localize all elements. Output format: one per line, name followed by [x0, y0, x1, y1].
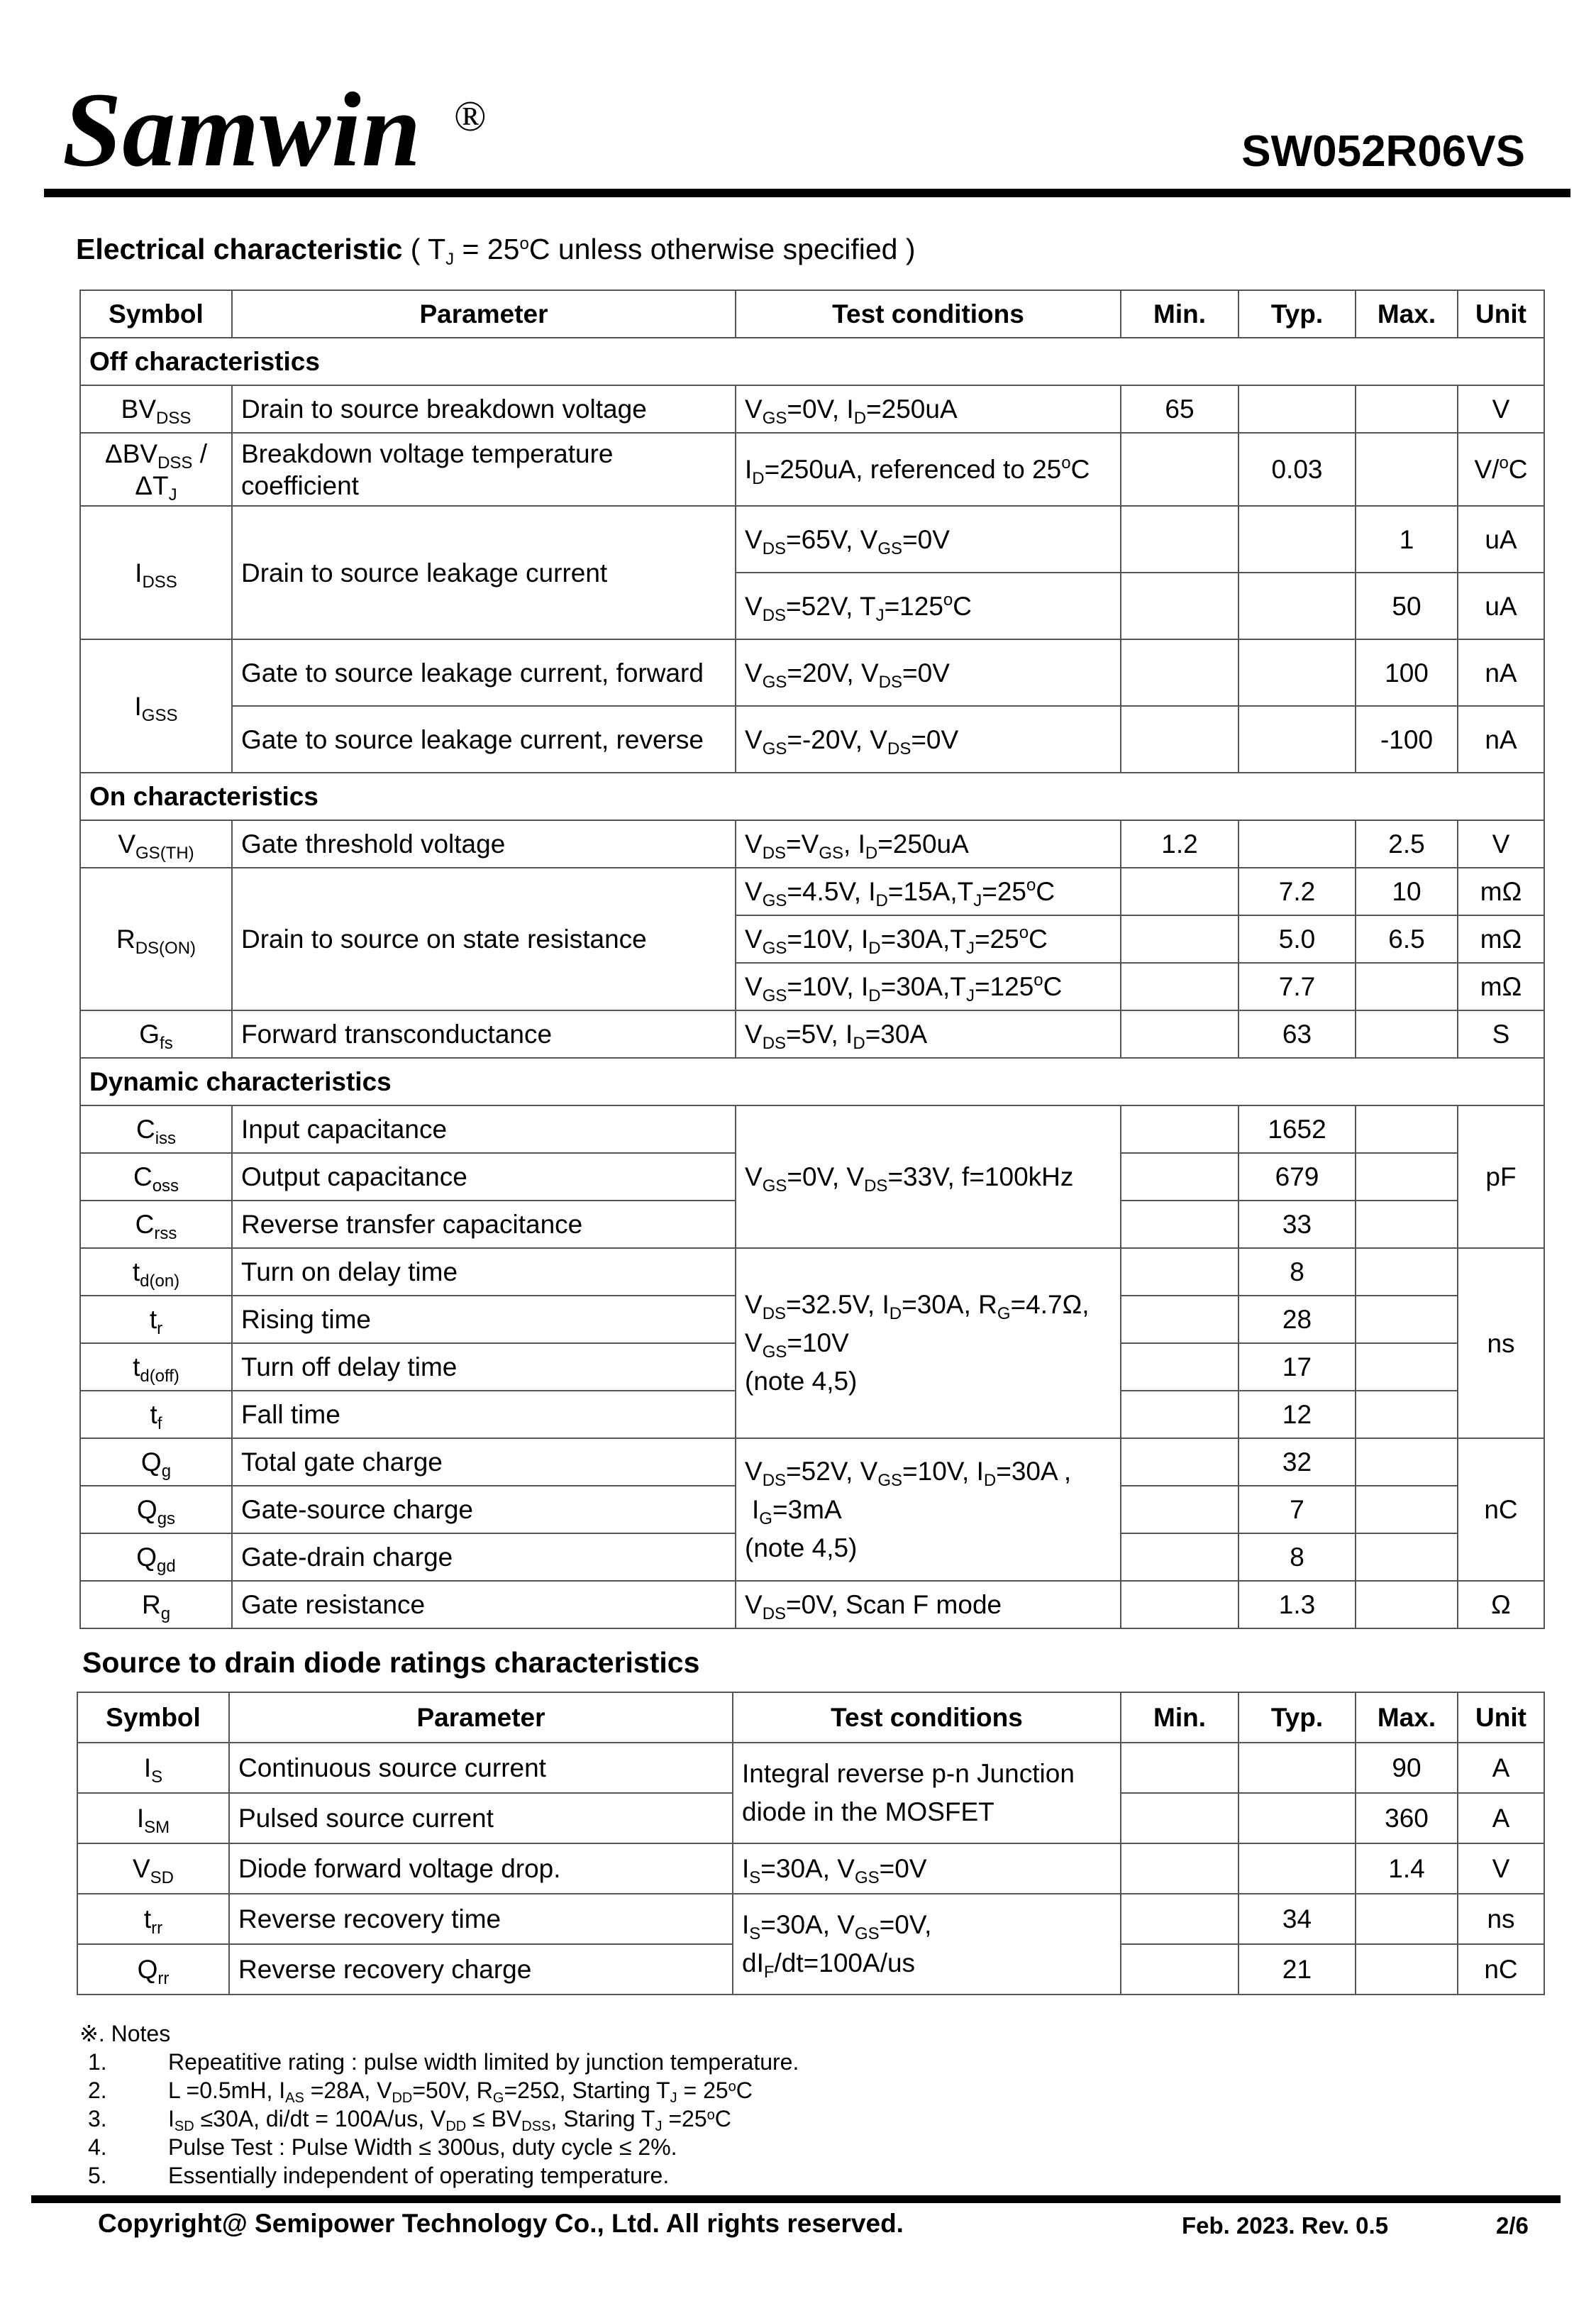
footer-page-number: 2/6 [1496, 2212, 1529, 2239]
symbol-cell: $Q_{gs}$ [80, 1486, 232, 1533]
unit-cell: S [1458, 1010, 1544, 1058]
typ-cell: 8 [1238, 1533, 1356, 1581]
condition-line: (note 4,5) [745, 1367, 858, 1396]
min-cell [1121, 1153, 1238, 1201]
table-row [80, 706, 1544, 773]
col-header: Max. [1356, 290, 1458, 338]
max-cell [1356, 1010, 1458, 1058]
unit-cell: mΩ [1458, 963, 1544, 1010]
max-cell: 50 [1356, 573, 1458, 639]
typ-cell [1238, 506, 1356, 573]
symbol-cell: $C_{oss}$ [80, 1153, 232, 1201]
symbol-cell: $BV_{DSS}$ [80, 385, 232, 433]
max-cell [1356, 1944, 1458, 1995]
col-header: Unit [1458, 290, 1544, 338]
condition-cell: $V_{GS}=4.5V$, $I_D=15A,T_J=25^oC$ [736, 868, 1121, 915]
table-row [80, 433, 1544, 506]
condition-cell: $V_{GS}=0V$, $I_D=250uA$ [736, 385, 1121, 433]
parameter-cell: Pulsed source current [229, 1793, 733, 1843]
unit-cell: A [1458, 1793, 1544, 1843]
min-cell [1121, 573, 1238, 639]
symbol-cell: $t_f$ [80, 1391, 232, 1438]
condition-cell: $V_{DS}=0V$, Scan F mode [736, 1581, 1121, 1628]
min-cell [1121, 1010, 1238, 1058]
typ-cell: 7.7 [1238, 963, 1356, 1010]
max-cell: 6.5 [1356, 915, 1458, 963]
note-item [79, 2104, 731, 2134]
condition-cell: $I_D=250uA$, referenced to 25$^o$C [736, 433, 1121, 506]
max-cell: 90 [1356, 1743, 1458, 1793]
condition-cell: $V_{DS}=65V$, $V_{GS}=0V$ [736, 506, 1121, 573]
note-number: 1. [88, 2049, 107, 2075]
registered-mark: ® [454, 93, 487, 140]
footer-rule [31, 2195, 1561, 2203]
symbol-cell: $I_{DSS}$ [80, 506, 232, 639]
symbol-cell: $Q_g$ [80, 1438, 232, 1486]
table-row [80, 1248, 1544, 1296]
max-cell [1356, 963, 1458, 1010]
note-item [79, 2161, 670, 2190]
col-header: Test conditions [733, 1692, 1121, 1743]
table-header-row [80, 290, 1544, 338]
col-header: Min. [1121, 290, 1238, 338]
typ-cell: 0.03 [1238, 433, 1356, 506]
note-number: 5. [88, 2163, 107, 2188]
min-cell [1121, 1438, 1238, 1486]
col-header: Typ. [1238, 1692, 1356, 1743]
condition-line: $V_{DS}=52V$, $V_{GS}=10V$, $I_D=30A$ , [745, 1456, 1072, 1490]
symbol-cell: $R_g$ [80, 1581, 232, 1628]
condition-line: $I_S=30A$, $V_{GS}=0V$, [742, 1910, 932, 1943]
unit-cell: mΩ [1458, 868, 1544, 915]
condition-line: Integral reverse p-n Junction [742, 1759, 1075, 1788]
typ-cell: 5.0 [1238, 915, 1356, 963]
typ-cell [1238, 1743, 1356, 1793]
symbol-cell: $I_S$ [77, 1743, 229, 1793]
symbol-cell: $C_{rss}$ [80, 1201, 232, 1248]
electrical-characteristic-title [76, 233, 916, 269]
parameter-cell: Forward transconductance [232, 1010, 736, 1058]
parameter-cell: Gate-drain charge [232, 1533, 736, 1581]
section-on: On characteristics [80, 773, 1544, 820]
max-cell [1356, 1438, 1458, 1486]
parameter-cell: Gate threshold voltage [232, 820, 736, 868]
condition-cell: $I_S=30A$, $V_{GS}=0V$ [733, 1843, 1121, 1894]
typ-cell: 34 [1238, 1894, 1356, 1944]
unit-cell: V [1458, 820, 1544, 868]
max-cell [1356, 1105, 1458, 1153]
note-text: Repeatitive rating : pulse width limited by junction temperature. [168, 2049, 799, 2075]
min-cell [1121, 1793, 1238, 1843]
source-drain-title: Source to drain diode ratings characteristics [82, 1646, 700, 1679]
max-cell: 100 [1356, 639, 1458, 706]
unit-cell: nA [1458, 639, 1544, 706]
footer-revision: Feb. 2023. Rev. 0.5 [1182, 2212, 1389, 2239]
max-cell [1356, 433, 1458, 506]
symbol-cell: $Q_{rr}$ [77, 1944, 229, 1995]
min-cell [1121, 1201, 1238, 1248]
min-cell [1121, 1296, 1238, 1343]
section-dynamic: Dynamic characteristics [80, 1058, 1544, 1105]
symbol-cell: $V_{GS(TH)}$ [80, 820, 232, 868]
typ-cell: 63 [1238, 1010, 1356, 1058]
table-row [80, 1581, 1544, 1628]
min-cell [1121, 506, 1238, 573]
min-cell [1121, 1533, 1238, 1581]
col-header: Parameter [232, 290, 736, 338]
unit-cell: pF [1458, 1105, 1544, 1248]
col-header: Unit [1458, 1692, 1544, 1743]
unit-cell: uA [1458, 573, 1544, 639]
min-cell [1121, 1944, 1238, 1995]
typ-cell [1238, 820, 1356, 868]
max-cell [1356, 1343, 1458, 1391]
symbol-cell [80, 433, 232, 506]
parameter-cell: Drain to source breakdown voltage [232, 385, 736, 433]
typ-cell: 7.2 [1238, 868, 1356, 915]
symbol-cell: $V_{SD}$ [77, 1843, 229, 1894]
parameter-cell: Gate to source leakage current, reverse [232, 706, 736, 773]
min-cell [1121, 639, 1238, 706]
min-cell [1121, 963, 1238, 1010]
condition-cell: $V_{GS}=10V$, $I_D=30A,T_J=25^oC$ [736, 915, 1121, 963]
max-cell [1356, 1296, 1458, 1343]
condition-line: (note 4,5) [745, 1533, 858, 1562]
parameter-cell: Rising time [232, 1296, 736, 1343]
min-cell [1121, 1843, 1238, 1894]
symbol-cell: $t_r$ [80, 1296, 232, 1343]
condition-cell: $V_{DS}=5V$, $I_D=30A$ [736, 1010, 1121, 1058]
unit-cell: ns [1458, 1894, 1544, 1944]
parameter-cell: Turn off delay time [232, 1343, 736, 1391]
max-cell: -100 [1356, 706, 1458, 773]
parameter-cell: Input capacitance [232, 1105, 736, 1153]
max-cell [1356, 1581, 1458, 1628]
note-item [79, 2048, 799, 2076]
min-cell [1121, 433, 1238, 506]
symbol-cell: $t_{d(off)}$ [80, 1343, 232, 1391]
typ-cell: 679 [1238, 1153, 1356, 1201]
min-cell [1121, 1105, 1238, 1153]
min-cell [1121, 1581, 1238, 1628]
typ-cell: 32 [1238, 1438, 1356, 1486]
part-number: SW052R06VS [1241, 127, 1525, 176]
min-cell: 65 [1121, 385, 1238, 433]
col-header: Symbol [80, 290, 232, 338]
col-header: Min. [1121, 1692, 1238, 1743]
col-header: Test conditions [736, 290, 1121, 338]
condition-cell: $V_{GS}=-20V$, $V_{DS}=0V$ [736, 706, 1121, 773]
symbol-text: $\Delta BV_{DSS} / \Delta T_J$ [105, 438, 207, 504]
unit-cell: V [1458, 385, 1544, 433]
parameter-cell: Reverse transfer capacitance [232, 1201, 736, 1248]
symbol-cell: $I_{SM}$ [77, 1793, 229, 1843]
note-number: 3. [88, 2106, 107, 2131]
note-text: Pulse Test : Pulse Width ≤ 300us, duty cycle ≤ 2%. [168, 2134, 677, 2160]
condition-cell: $V_{DS}=52V$, $T_J=125^oC$ [736, 573, 1121, 639]
max-cell [1356, 1486, 1458, 1533]
unit-cell: Ω [1458, 1581, 1544, 1628]
table-row [80, 868, 1544, 915]
condition-cell [733, 1743, 1121, 1843]
table-row [80, 1010, 1544, 1058]
max-cell [1356, 1153, 1458, 1201]
symbol-cell: $t_{rr}$ [77, 1894, 229, 1944]
max-cell [1356, 1391, 1458, 1438]
min-cell [1121, 1743, 1238, 1793]
typ-cell: 17 [1238, 1343, 1356, 1391]
note-text: $I_{SD} \le 30A$, di/dt = 100A/us, $V_{DD} \le BV_{DSS}$, Staring $T_J =25^oC$ [168, 2106, 731, 2134]
condition-cell: $V_{DS}=V_{GS}$, $I_D=250uA$ [736, 820, 1121, 868]
parameter-cell: Output capacitance [232, 1153, 736, 1201]
max-cell: 2.5 [1356, 820, 1458, 868]
min-cell [1121, 1248, 1238, 1296]
typ-cell: 7 [1238, 1486, 1356, 1533]
unit-cell: V [1458, 1843, 1544, 1894]
parameter-cell: Breakdown voltage temperature coefficient [232, 433, 736, 506]
table-row [80, 820, 1544, 868]
note-item [79, 2076, 753, 2106]
notes-block [79, 2019, 799, 2190]
max-cell [1356, 1894, 1458, 1944]
condition-line: $dI_F/dt=100A/us$ [742, 1948, 916, 1982]
max-cell [1356, 1533, 1458, 1581]
table-row [80, 385, 1544, 433]
table-row [77, 1894, 1544, 1944]
col-header: Symbol [77, 1692, 229, 1743]
typ-cell: 1652 [1238, 1105, 1356, 1153]
unit-cell: nC [1458, 1438, 1544, 1581]
footer-copyright: Copyright@ Semipower Technology Co., Ltd. All rights reserved. [98, 2209, 904, 2238]
symbol-cell: $t_{d(on)}$ [80, 1248, 232, 1296]
max-cell: 10 [1356, 868, 1458, 915]
col-header: Typ. [1238, 290, 1356, 338]
min-cell [1121, 1894, 1238, 1944]
unit-cell: V/$^o$C [1458, 433, 1544, 506]
condition-cell [733, 1894, 1121, 1995]
typ-cell: 21 [1238, 1944, 1356, 1995]
condition-cell: $V_{GS}=20V$, $V_{DS}=0V$ [736, 639, 1121, 706]
parameter-cell: Reverse recovery time [229, 1894, 733, 1944]
table-row [77, 1843, 1544, 1894]
typ-cell: 33 [1238, 1201, 1356, 1248]
min-cell [1121, 1486, 1238, 1533]
unit-cell: uA [1458, 506, 1544, 573]
header-rule [44, 189, 1570, 197]
parameter-cell: Gate resistance [232, 1581, 736, 1628]
typ-cell: 8 [1238, 1248, 1356, 1296]
unit-cell: mΩ [1458, 915, 1544, 963]
min-cell [1121, 1343, 1238, 1391]
min-cell [1121, 868, 1238, 915]
parameter-cell: Reverse recovery charge [229, 1944, 733, 1995]
typ-cell: 28 [1238, 1296, 1356, 1343]
col-header: Max. [1356, 1692, 1458, 1743]
symbol-cell: $Q_{gd}$ [80, 1533, 232, 1581]
title-bold: Electrical characteristic [76, 233, 403, 265]
section-row [80, 773, 1544, 820]
min-cell [1121, 706, 1238, 773]
note-text: L =0.5mH, $I_{AS} =28A$, $V_{DD}=50V$, $R_G=25\Omega$, Starting $T_J = 25^oC$ [168, 2078, 753, 2106]
note-text: Essentially independent of operating temperature. [168, 2163, 670, 2188]
unit-cell: A [1458, 1743, 1544, 1793]
symbol-cell: $G_{fs}$ [80, 1010, 232, 1058]
section-row [80, 1058, 1544, 1105]
typ-cell [1238, 385, 1356, 433]
parameter-cell: Gate to source leakage current, forward [232, 639, 736, 706]
section-off: Off characteristics [80, 338, 1544, 385]
condition-line: $V_{DS}=32.5V$, $I_D=30A$, $R_G=4.7\Omega$, [745, 1290, 1090, 1323]
table-row [80, 1105, 1544, 1153]
max-cell: 1 [1356, 506, 1458, 573]
table-row [80, 639, 1544, 706]
max-cell: 1.4 [1356, 1843, 1458, 1894]
unit-cell: nA [1458, 706, 1544, 773]
brand-logo: Samwin [62, 71, 422, 189]
condition-cell: $V_{GS}=10V$, $I_D=30A,T_J=125^oC$ [736, 963, 1121, 1010]
typ-cell: 12 [1238, 1391, 1356, 1438]
typ-cell [1238, 706, 1356, 773]
typ-cell: 1.3 [1238, 1581, 1356, 1628]
condition-line: $V_{GS}=10V$ [745, 1328, 849, 1362]
symbol-cell: $C_{iss}$ [80, 1105, 232, 1153]
unit-cell: ns [1458, 1248, 1544, 1438]
parameter-cell: Total gate charge [232, 1438, 736, 1486]
min-cell [1121, 1391, 1238, 1438]
parameter-cell: Diode forward voltage drop. [229, 1843, 733, 1894]
max-cell [1356, 385, 1458, 433]
max-cell: 360 [1356, 1793, 1458, 1843]
condition-line: $I_G=3mA$ [752, 1494, 842, 1528]
notes-heading: ※. Notes [79, 2021, 171, 2046]
symbol-cell: $R_{DS(ON)}$ [80, 868, 232, 1010]
typ-cell [1238, 1843, 1356, 1894]
electrical-characteristics-table [79, 289, 1545, 1629]
parameter-cell: Drain to source leakage current [232, 506, 736, 639]
min-cell [1121, 915, 1238, 963]
parameter-cell: Turn on delay time [232, 1248, 736, 1296]
typ-cell [1238, 573, 1356, 639]
parameter-cell: Fall time [232, 1391, 736, 1438]
parameter-cell: Gate-source charge [232, 1486, 736, 1533]
table-row [77, 1743, 1544, 1793]
max-cell [1356, 1248, 1458, 1296]
condition-cell [736, 1248, 1121, 1438]
min-cell: 1.2 [1121, 820, 1238, 868]
condition-line: diode in the MOSFET [742, 1797, 994, 1826]
section-row [80, 338, 1544, 385]
max-cell [1356, 1201, 1458, 1248]
parameter-cell: Continuous source current [229, 1743, 733, 1793]
parameter-cell: Drain to source on state resistance [232, 868, 736, 1010]
note-number: 4. [88, 2134, 107, 2160]
typ-cell [1238, 639, 1356, 706]
col-header: Parameter [229, 1692, 733, 1743]
table-row [80, 506, 1544, 573]
note-number: 2. [88, 2078, 107, 2103]
source-drain-diode-table [77, 1692, 1545, 1995]
note-item [79, 2133, 677, 2161]
condition-cell: $V_{GS}=0V$, $V_{DS}=33V$, f=100kHz [736, 1105, 1121, 1248]
table-row [80, 1438, 1544, 1486]
typ-cell [1238, 1793, 1356, 1843]
condition-cell [736, 1438, 1121, 1581]
table-header-row [77, 1692, 1544, 1743]
symbol-cell: $I_{GSS}$ [80, 639, 232, 773]
title-condition: ( $T_J = 25^oC$ unless otherwise specified ) [410, 233, 916, 269]
unit-cell: nC [1458, 1944, 1544, 1995]
